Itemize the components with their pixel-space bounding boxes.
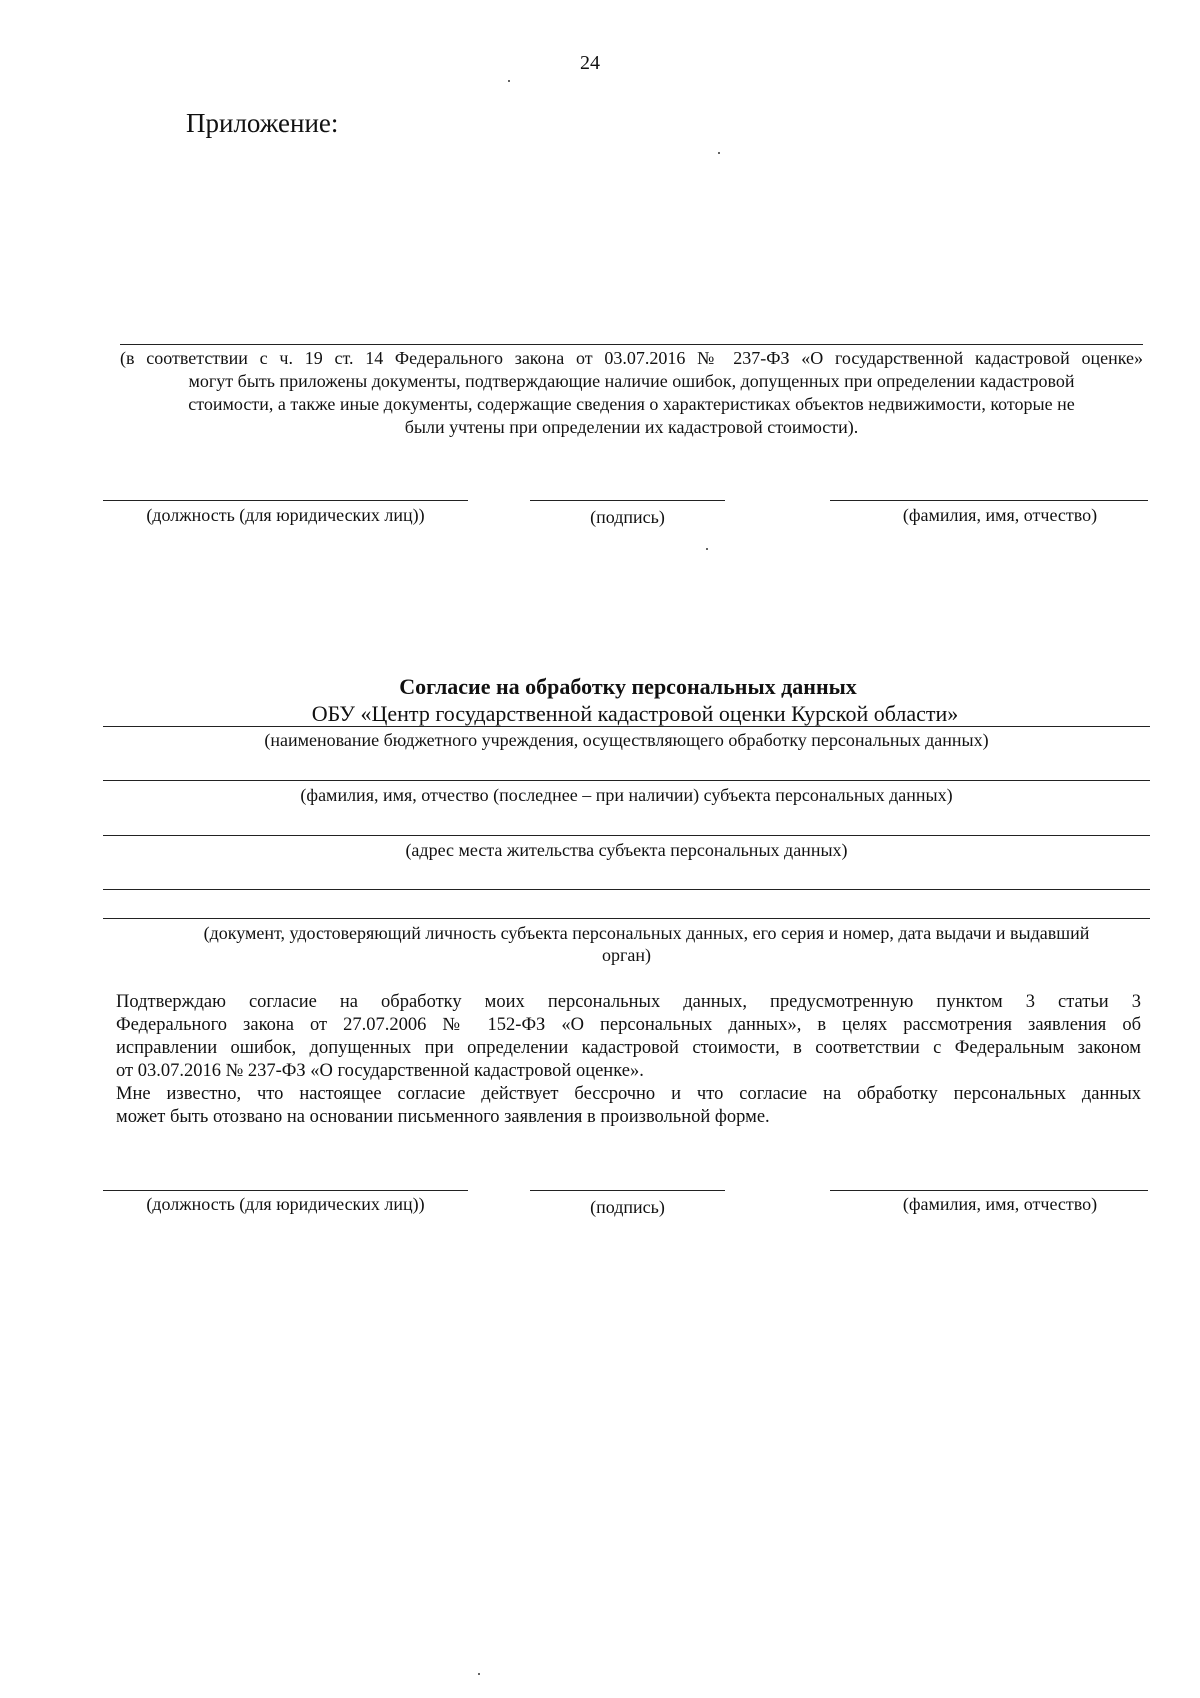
institution-line <box>103 726 1150 727</box>
appendix-note-line: (в соответствии с ч. 19 ст. 14 Федерального закона от 03.07.2016 № 237-ФЗ «О государственной кадастровой оценке» <box>120 348 1143 368</box>
scan-speck <box>718 152 720 154</box>
position-caption: (должность (для юридических лиц)) <box>146 505 425 525</box>
institution-name: ОБУ «Центр государственной кадастровой оценки Курской области» <box>311 701 959 726</box>
consent-title: Согласие на обработку персональных данных <box>399 674 857 699</box>
appendix-label: Приложение: <box>186 108 339 138</box>
signature-caption: (подпись) <box>590 1197 665 1217</box>
consent-line: Мне известно, что настоящее согласие действует бессрочно и что согласие на обработку персональных данных <box>116 1084 1141 1104</box>
signature-line <box>530 1190 725 1191</box>
consent-paragraph <box>116 991 1141 1129</box>
signature-caption: (подпись) <box>590 507 665 527</box>
document-caption <box>103 922 1150 966</box>
position-caption: (должность (для юридических лиц)) <box>146 1194 425 1214</box>
scan-speck <box>508 80 510 82</box>
address-line <box>103 835 1150 836</box>
consent-line: Подтверждаю согласие на обработку моих персональных данных, предусмотренную пунктом 3 статьи 3 <box>116 992 1141 1012</box>
document-caption-line: орган) <box>602 945 651 965</box>
name-caption: (фамилия, имя, отчество) <box>902 505 1098 525</box>
institution-caption: (наименование бюджетного учреждения, осуществляющего обработку персональных данных) <box>264 730 989 750</box>
name-caption: (фамилия, имя, отчество) <box>902 1194 1098 1214</box>
consent-line: исправлении ошибок, допущенных при определении кадастровой стоимости, в соответствии с Федеральным законом <box>116 1038 1141 1058</box>
signature-line <box>530 500 725 501</box>
scan-speck <box>478 1673 480 1675</box>
document-line-1 <box>103 889 1150 890</box>
consent-line: может быть отозвано на основании письменного заявления в произвольной форме. <box>116 1107 770 1127</box>
name-line <box>830 500 1148 501</box>
address-caption: (адрес места жительства субъекта персональных данных) <box>405 840 848 860</box>
name-line <box>830 1190 1148 1191</box>
subject-name-line <box>103 780 1150 781</box>
page-number: 24 <box>580 52 600 74</box>
appendix-note-line: могут быть приложены документы, подтверждающие наличие ошибок, допущенных при определении кадастровой <box>188 371 1075 391</box>
appendix-note-line: стоимости, а также иные документы, содержащие сведения о характеристиках объектов недвижимости, которые не <box>188 394 1075 414</box>
consent-line: Федерального закона от 27.07.2006 № 152-ФЗ «О персональных данных», в целях рассмотрения заявления об <box>116 1015 1141 1035</box>
subject-name-caption: (фамилия, имя, отчество (последнее – при наличии) субъекта персональных данных) <box>300 785 953 805</box>
consent-line: от 03.07.2016 № 237-ФЗ «О государственной кадастровой оценке». <box>116 1061 644 1081</box>
position-line <box>103 1190 468 1191</box>
position-line <box>103 500 468 501</box>
appendix-note-line: были учтены при определении их кадастровой стоимости). <box>404 417 859 437</box>
appendix-note <box>120 347 1143 439</box>
document-line-2 <box>103 918 1150 919</box>
appendix-entry-line <box>120 344 1143 345</box>
scan-speck <box>706 548 708 550</box>
document-caption-line: (документ, удостоверяющий личность субъекта персональных данных, его серия и номер, дата выдачи и выдавший <box>203 923 1090 943</box>
